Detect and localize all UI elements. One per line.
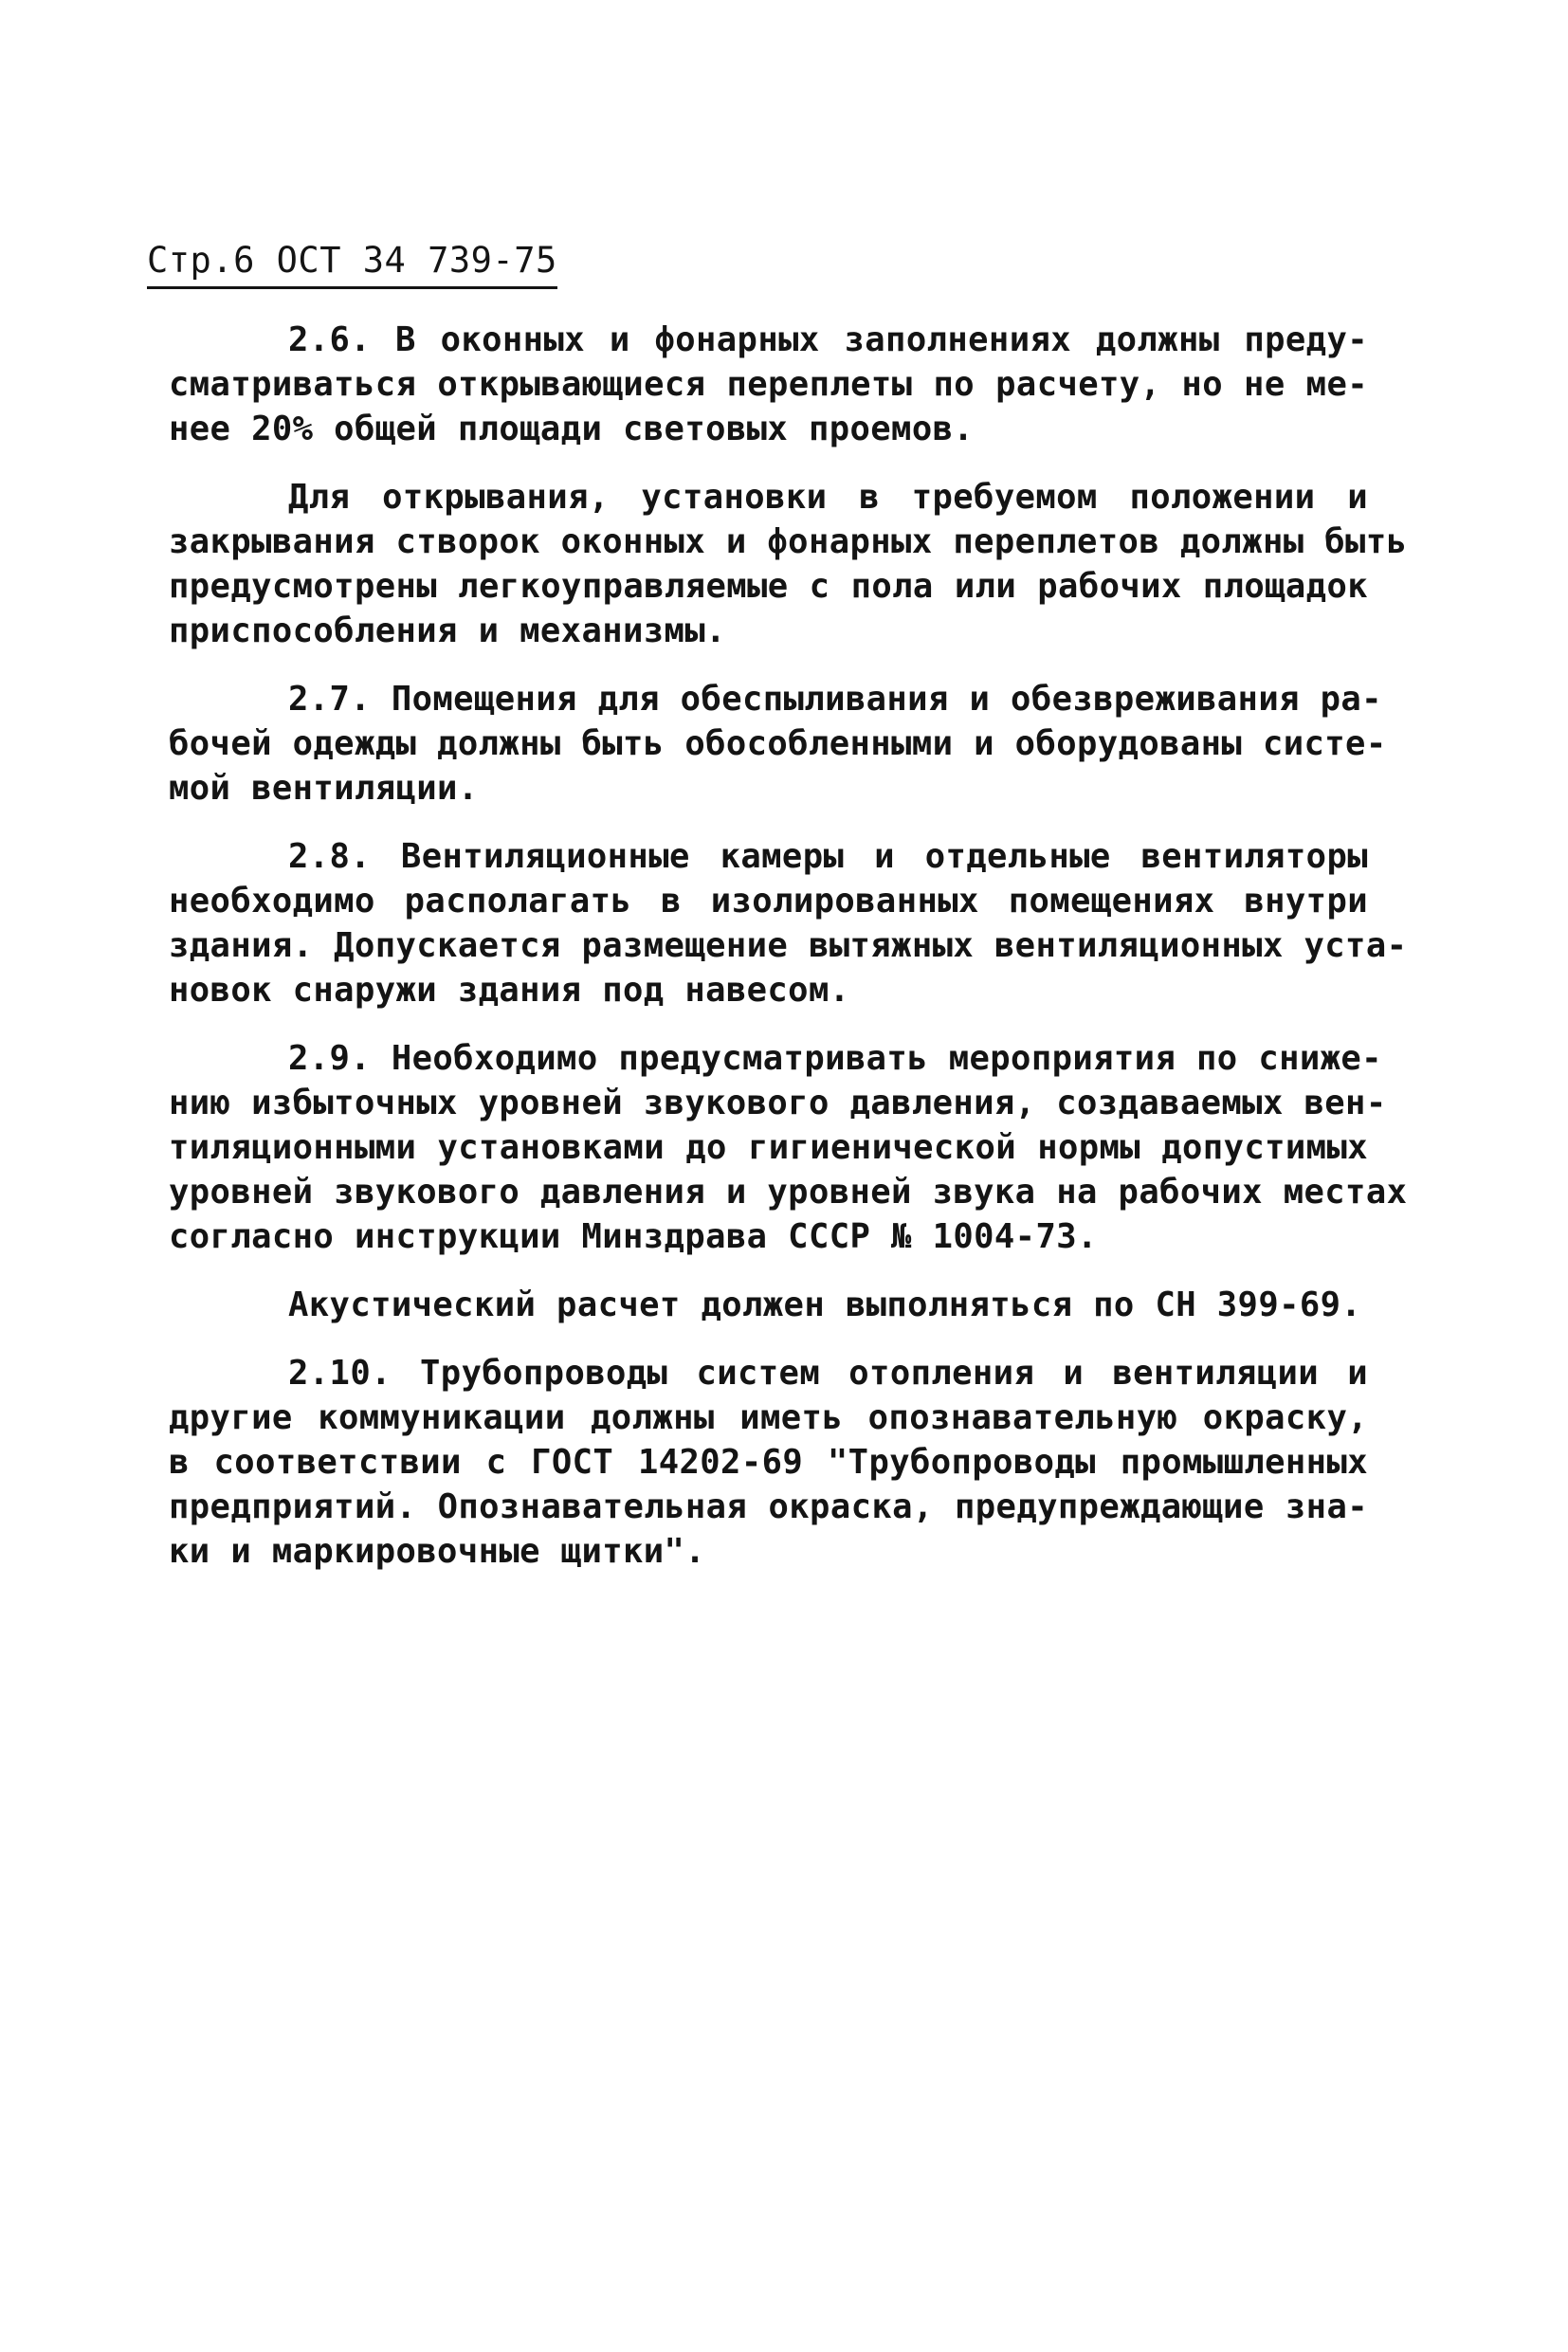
paragraph-opening-devices (169, 475, 1408, 653)
text-line: Акустический расчет должен выполняться по СН 399-69. (288, 1285, 1362, 1324)
text-line: в соответствии с ГОСТ 14202-69 "Трубопроводы промышленных (169, 1443, 1368, 1482)
text-line: нию избыточных уровней звукового давления, создаваемых вен- (169, 1084, 1387, 1122)
text-line: предприятий. Опознавательная окраска, предупреждающие зна- (169, 1487, 1368, 1526)
paragraph-2-10 (169, 1351, 1368, 1574)
paragraph-2-9 (169, 1036, 1408, 1259)
text-line: сматриваться открывающиеся переплеты по расчету, но не ме- (169, 365, 1368, 404)
text-line: другие коммуникации должны иметь опознавательную окраску, (169, 1398, 1368, 1437)
paragraph-acoustic-calculation (169, 1283, 1368, 1327)
page-header: Стр.6 ОСТ 34 739-75 (147, 237, 557, 289)
text-line: новок снаружи здания под навесом. (169, 971, 850, 1010)
text-line: здания. Допускается размещение вытяжных вентиляционных уста- (169, 926, 1408, 965)
text-line: закрывания створок оконных и фонарных переплетов должны быть (169, 522, 1408, 561)
document-body (169, 318, 1408, 1597)
text-line: 2.8. Вентиляционные камеры и отдельные вентиляторы (288, 837, 1368, 876)
paragraph-2-6 (169, 318, 1368, 451)
text-line: предусмотрены легкоуправляемые с пола или рабочих площадок (169, 567, 1368, 606)
text-line: тиляционными установками до гигиенической нормы допустимых (169, 1128, 1368, 1167)
text-line: 2.10. Трубопроводы систем отопления и вентиляции и (288, 1354, 1368, 1393)
text-line: мой вентиляции. (169, 769, 479, 808)
paragraph-2-7 (169, 677, 1387, 811)
text-line: 2.7. Помещения для обеспыливания и обезвреживания ра- (288, 680, 1382, 719)
text-line: 2.6. В оконных и фонарных заполнениях должны преду- (288, 320, 1368, 359)
text-line: нее 20% общей площади световых проемов. (169, 410, 975, 448)
text-line: уровней звукового давления и уровней звука на рабочих местах (169, 1173, 1408, 1212)
text-line: ки и маркировочные щитки". (169, 1532, 706, 1571)
paragraph-2-8 (169, 834, 1408, 1012)
text-line: 2.9. Необходимо предусматривать мероприятия по сниже- (288, 1039, 1382, 1078)
text-line: необходимо располагать в изолированных помещениях внутри (169, 882, 1368, 921)
text-line: Для открывания, установки в требуемом положении и (288, 478, 1368, 517)
text-line: приспособления и механизмы. (169, 611, 726, 650)
text-line: согласно инструкции Минздрава СССР № 1004-73. (169, 1217, 1098, 1256)
text-line: бочей одежды должны быть обособленными и оборудованы систе- (169, 724, 1387, 763)
